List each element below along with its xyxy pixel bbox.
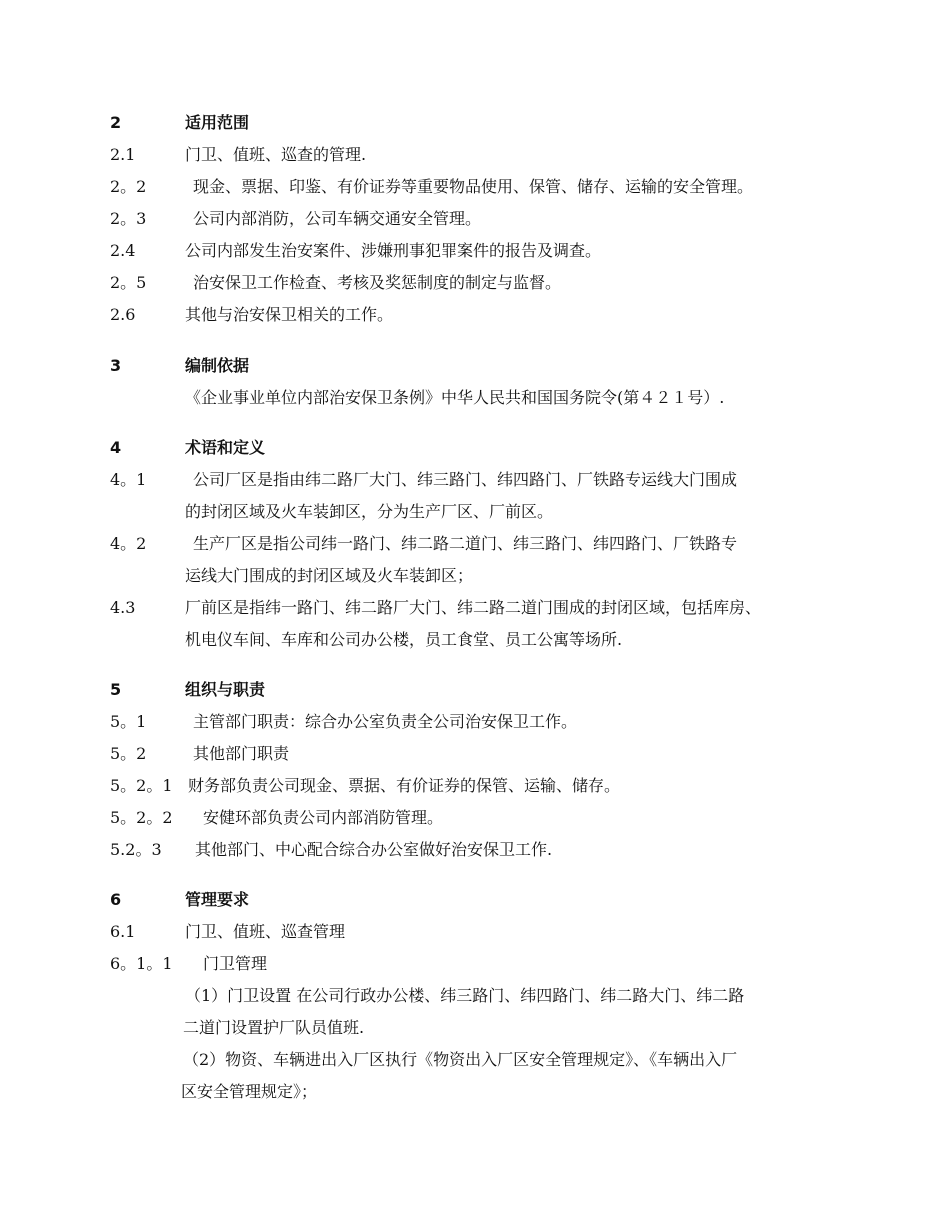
item-text: 公司厂区是指由纬二路厂大门、纬三路门、纬四路门、厂铁路专运线大门围成 — [193, 470, 738, 489]
item-number: 2.1 — [110, 145, 136, 164]
item-number: 4。2 — [110, 534, 147, 553]
item-number: 5.2。3 — [110, 840, 162, 859]
item-text: 公司内部发生治安案件、涉嫌刑事犯罪案件的报告及调查。 — [185, 241, 602, 260]
item-number: 2。5 — [110, 273, 147, 292]
item-text: 其他与治安保卫相关的工作。 — [185, 305, 394, 324]
paragraph-line-cont: 区安全管理规定》； — [181, 1082, 318, 1101]
section-number: 4 — [110, 438, 122, 457]
item-number: 2.4 — [110, 241, 136, 260]
item-number: 2。2 — [110, 177, 147, 196]
section-title: 适用范围 — [185, 113, 250, 132]
section-title: 术语和定义 — [185, 438, 266, 457]
item-text: 主管部门职责：综合办公室负责全公司治安保卫工作。 — [193, 712, 578, 731]
item-text: 其他部门、中心配合综合办公室做好治安保卫工作. — [195, 840, 553, 859]
item-number: 6。1。1 — [110, 954, 173, 973]
item-text-cont: 机电仪车间、车库和公司办公楼，员工食堂、员工公寓等场所. — [185, 630, 623, 649]
section-number: 2 — [110, 113, 122, 132]
paragraph-line: （1）门卫设置 在公司行政办公楼、纬三路门、纬四路门、纬二路大门、纬二路 — [185, 986, 745, 1005]
item-text: 财务部负责公司现金、票据、有价证券的保管、运输、储存。 — [188, 776, 621, 795]
item-text: 现金、票据、印鉴、有价证券等重要物品使用、保管、储存、运输的安全管理。 — [193, 177, 754, 196]
section-title: 管理要求 — [185, 890, 250, 909]
item-number: 5。1 — [110, 712, 147, 731]
item-number: 5。2。1 — [110, 776, 173, 795]
item-text: 治安保卫工作检查、考核及奖惩制度的制定与监督。 — [193, 273, 562, 292]
item-text-cont: 的封闭区域及火车装卸区，分为生产厂区、厂前区。 — [185, 502, 554, 521]
section-body: 《企业事业单位内部治安保卫条例》中华人民共和国国务院令(第４２１号）. — [185, 388, 725, 407]
item-text: 门卫、值班、巡查管理 — [185, 922, 346, 941]
paragraph-line-cont: 二道门设置护厂队员值班. — [183, 1018, 365, 1037]
section-number: 6 — [110, 890, 122, 909]
item-number: 5。2。2 — [110, 808, 173, 827]
item-number: 2。3 — [110, 209, 147, 228]
item-text: 其他部门职责 — [193, 744, 290, 763]
item-text-cont: 运线大门围成的封闭区域及火车装卸区； — [185, 566, 474, 585]
item-text: 门卫、值班、巡查的管理. — [185, 145, 367, 164]
item-number: 6.1 — [110, 922, 136, 941]
section-number: 5 — [110, 680, 122, 699]
item-number: 4。1 — [110, 470, 147, 489]
item-text: 门卫管理 — [203, 954, 268, 973]
section-title: 编制依据 — [185, 356, 250, 375]
section-number: 3 — [110, 356, 122, 375]
item-number: 5。2 — [110, 744, 147, 763]
item-text: 厂前区是指纬一路门、纬二路厂大门、纬二路二道门围成的封闭区域，包括库房、 — [185, 598, 762, 617]
section-title: 组织与职责 — [185, 680, 266, 699]
item-text: 生产厂区是指公司纬一路门、纬二路二道门、纬三路门、纬四路门、厂铁路专 — [193, 534, 738, 553]
paragraph-line: （2）物资、车辆进出入厂区执行《物资出入厂区安全管理规定》、《车辆出入厂 — [183, 1050, 738, 1069]
item-number: 2.6 — [110, 305, 136, 324]
item-text: 安健环部负责公司内部消防管理。 — [203, 808, 444, 827]
item-number: 4.3 — [110, 598, 136, 617]
item-text: 公司内部消防，公司车辆交通安全管理。 — [193, 209, 482, 228]
